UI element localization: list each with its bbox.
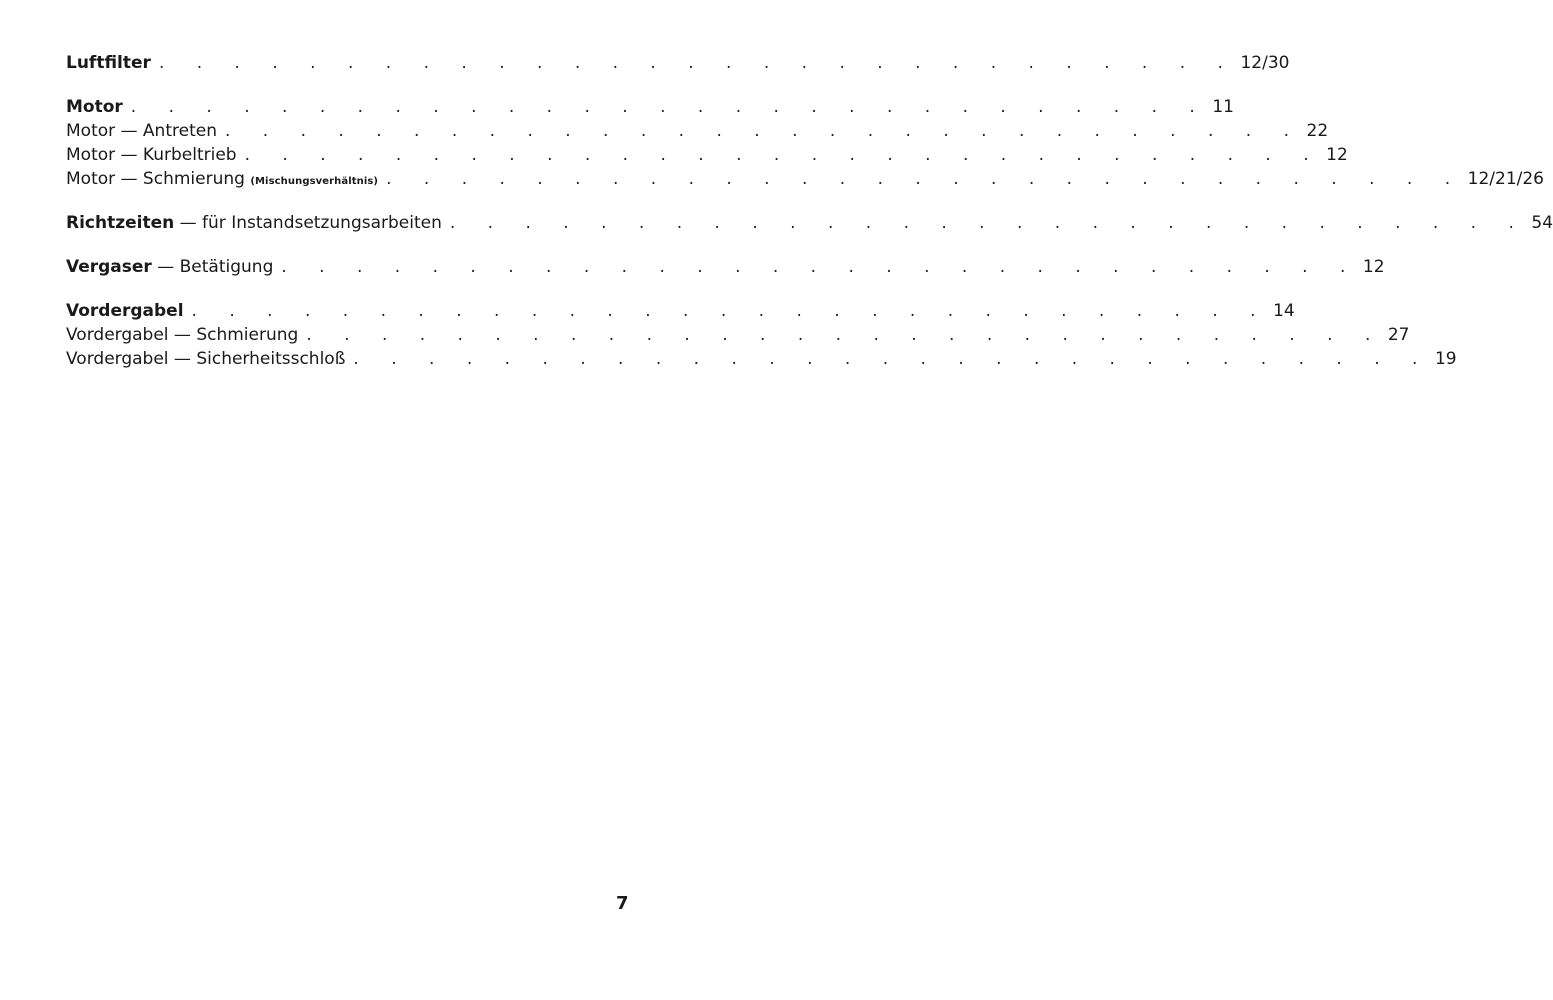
index-entry: [66, 299, 1295, 323]
index-entry: [66, 211, 1553, 235]
index-group-richtzeiten: [66, 211, 1553, 235]
entry-subtitle: Motor — Kurbeltrieb: [66, 145, 237, 165]
dot-leader: . . . . . . . . . . . . . . . . . . . . . . . . . . . . .: [449, 213, 1528, 233]
dot-leader: . . . . . . . . . . . . . . . . . . . . . . . . . . . . .: [130, 97, 1209, 117]
dot-leader: . . . . . . . . . . . . . . . . . . . . . . . . . . . . .: [191, 301, 1270, 321]
entry-label: [66, 95, 123, 119]
entry-subtitle: Motor — Antreten: [66, 121, 217, 141]
index-entry: [66, 323, 1410, 347]
entry-label: [66, 347, 345, 371]
dot-leader: . . . . . . . . . . . . . . . . . . . . . . . . . . . . .: [244, 145, 1323, 165]
dot-leader: . . . . . . . . . . . . . . . . . . . . . . . . . . . . .: [306, 325, 1384, 345]
entry-label: [66, 211, 442, 235]
entry-subtitle: — Betätigung: [151, 257, 274, 277]
entry-page: 54: [1531, 213, 1553, 233]
index-entry: [66, 255, 1385, 279]
index-entry: [66, 51, 1290, 75]
entry-label: [66, 299, 184, 323]
entry-page: 12/30: [1240, 53, 1290, 73]
entry-subtitle: Motor — Schmierung: [66, 169, 245, 189]
index-group-motor: [66, 95, 1544, 191]
entry-page: 14: [1273, 301, 1295, 321]
index-group-vordergabel: [66, 299, 1457, 371]
index-entry: [66, 347, 1457, 371]
entry-label: [66, 119, 217, 143]
entry-label: [66, 143, 237, 167]
dot-leader: . . . . . . . . . . . . . . . . . . . . . . . . . . . . .: [353, 349, 1431, 369]
index-list: [66, 51, 1553, 371]
entry-label: [66, 51, 151, 75]
dot-leader: . . . . . . . . . . . . . . . . . . . . . . . . . . . . .: [158, 53, 1237, 73]
index-entry: [66, 95, 1234, 119]
entry-label: [66, 255, 273, 279]
entry-page: 11: [1212, 97, 1234, 117]
entry-title: Richtzeiten: [66, 213, 175, 233]
entry-title: Motor: [66, 97, 123, 117]
index-entry: [66, 143, 1348, 167]
entry-note: (Mischungsverhältnis): [250, 176, 379, 187]
page-number: 7: [616, 893, 629, 914]
entry-page: 12: [1326, 145, 1348, 165]
entry-page: 12: [1362, 257, 1385, 277]
entry-label: [66, 323, 298, 347]
index-group-luftfilter: [66, 51, 1290, 75]
index-group-vergaser: [66, 255, 1385, 279]
entry-subtitle: Vordergabel — Sicherheitsschloß: [66, 349, 346, 369]
entry-subtitle: — für Instandsetzungsarbeiten: [174, 213, 442, 233]
dot-leader: . . . . . . . . . . . . . . . . . . . . . . . . . . . . .: [386, 169, 1464, 189]
entry-page: 12/21/26: [1467, 169, 1544, 189]
dot-leader: . . . . . . . . . . . . . . . . . . . . . . . . . . . . .: [281, 257, 1359, 277]
dot-leader: . . . . . . . . . . . . . . . . . . . . . . . . . . . . .: [224, 121, 1303, 141]
entry-page: 27: [1387, 325, 1410, 345]
entry-label: [66, 167, 378, 194]
entry-title: Vergaser: [66, 257, 152, 277]
entry-title: Vordergabel: [66, 301, 184, 321]
entry-page: 19: [1434, 349, 1457, 369]
index-entry: [66, 167, 1544, 191]
entry-subtitle: Vordergabel — Schmierung: [66, 325, 299, 345]
index-entry: [66, 119, 1329, 143]
entry-page: 22: [1306, 121, 1329, 141]
entry-title: Luftfilter: [66, 53, 151, 73]
